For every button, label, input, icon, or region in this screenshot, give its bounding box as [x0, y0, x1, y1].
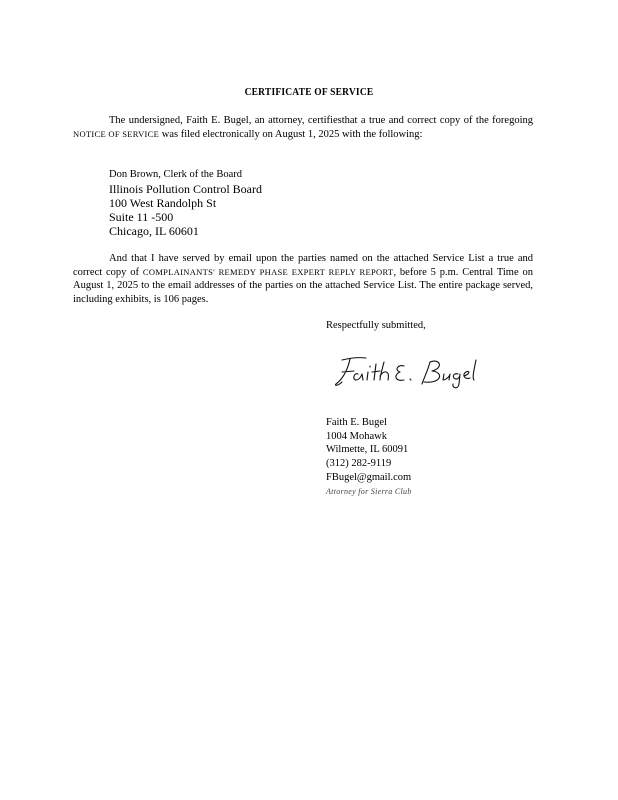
signer-street: 1004 Mohawk [326, 430, 387, 442]
notice-title: NOTICE OF SERVICE [73, 128, 160, 139]
address-line-city: Chicago, IL 60601 [109, 224, 199, 238]
address-line-board: Illinois Pollution Control Board [109, 182, 263, 196]
signer-role: Attorney for Sierra Club [326, 486, 412, 496]
closing: Respectfully submitted, [326, 320, 426, 331]
signer-email: FBugel@gmail.com [326, 471, 412, 483]
address-line-suite: Suite 11 -500 [109, 210, 174, 224]
service-paragraph-text: The undersigned, Faith E. Bugel, an attorney, certifiesthat a true and correct copy of the foregoing [109, 115, 533, 126]
service-paragraph [73, 114, 533, 141]
document-title: CERTIFICATE OF SERVICE [244, 87, 374, 99]
email-service-text: And that I have served by email upon the parties named on the attached Service List a true and correct copy of [73, 253, 533, 278]
signer-name: Faith E. Bugel [326, 417, 387, 428]
recipient-address [109, 168, 262, 238]
address-line-clerk: Don Brown, Clerk of the Board [109, 169, 242, 180]
service-paragraph-tail: was filed electronically on August 1, 2025 with the following: [161, 128, 423, 140]
report-title: COMPLAINANTS' REMEDY PHASE EXPERT REPLY REPORT [142, 266, 394, 277]
signer-info [326, 416, 412, 498]
handwritten-signature [332, 352, 482, 390]
signer-phone: (312) 282-9119 [326, 458, 392, 470]
address-line-street: 100 West Randolph St [109, 196, 217, 210]
signer-city: Wilmette, IL 60091 [326, 444, 409, 456]
email-service-tail: , before 5 p.m. Central Time on August 1, 2025 to the email addresses of the parties on the attached Service List. The entire package served, including exhibits, is 106 pages. [73, 266, 533, 305]
email-service-paragraph [73, 252, 533, 306]
